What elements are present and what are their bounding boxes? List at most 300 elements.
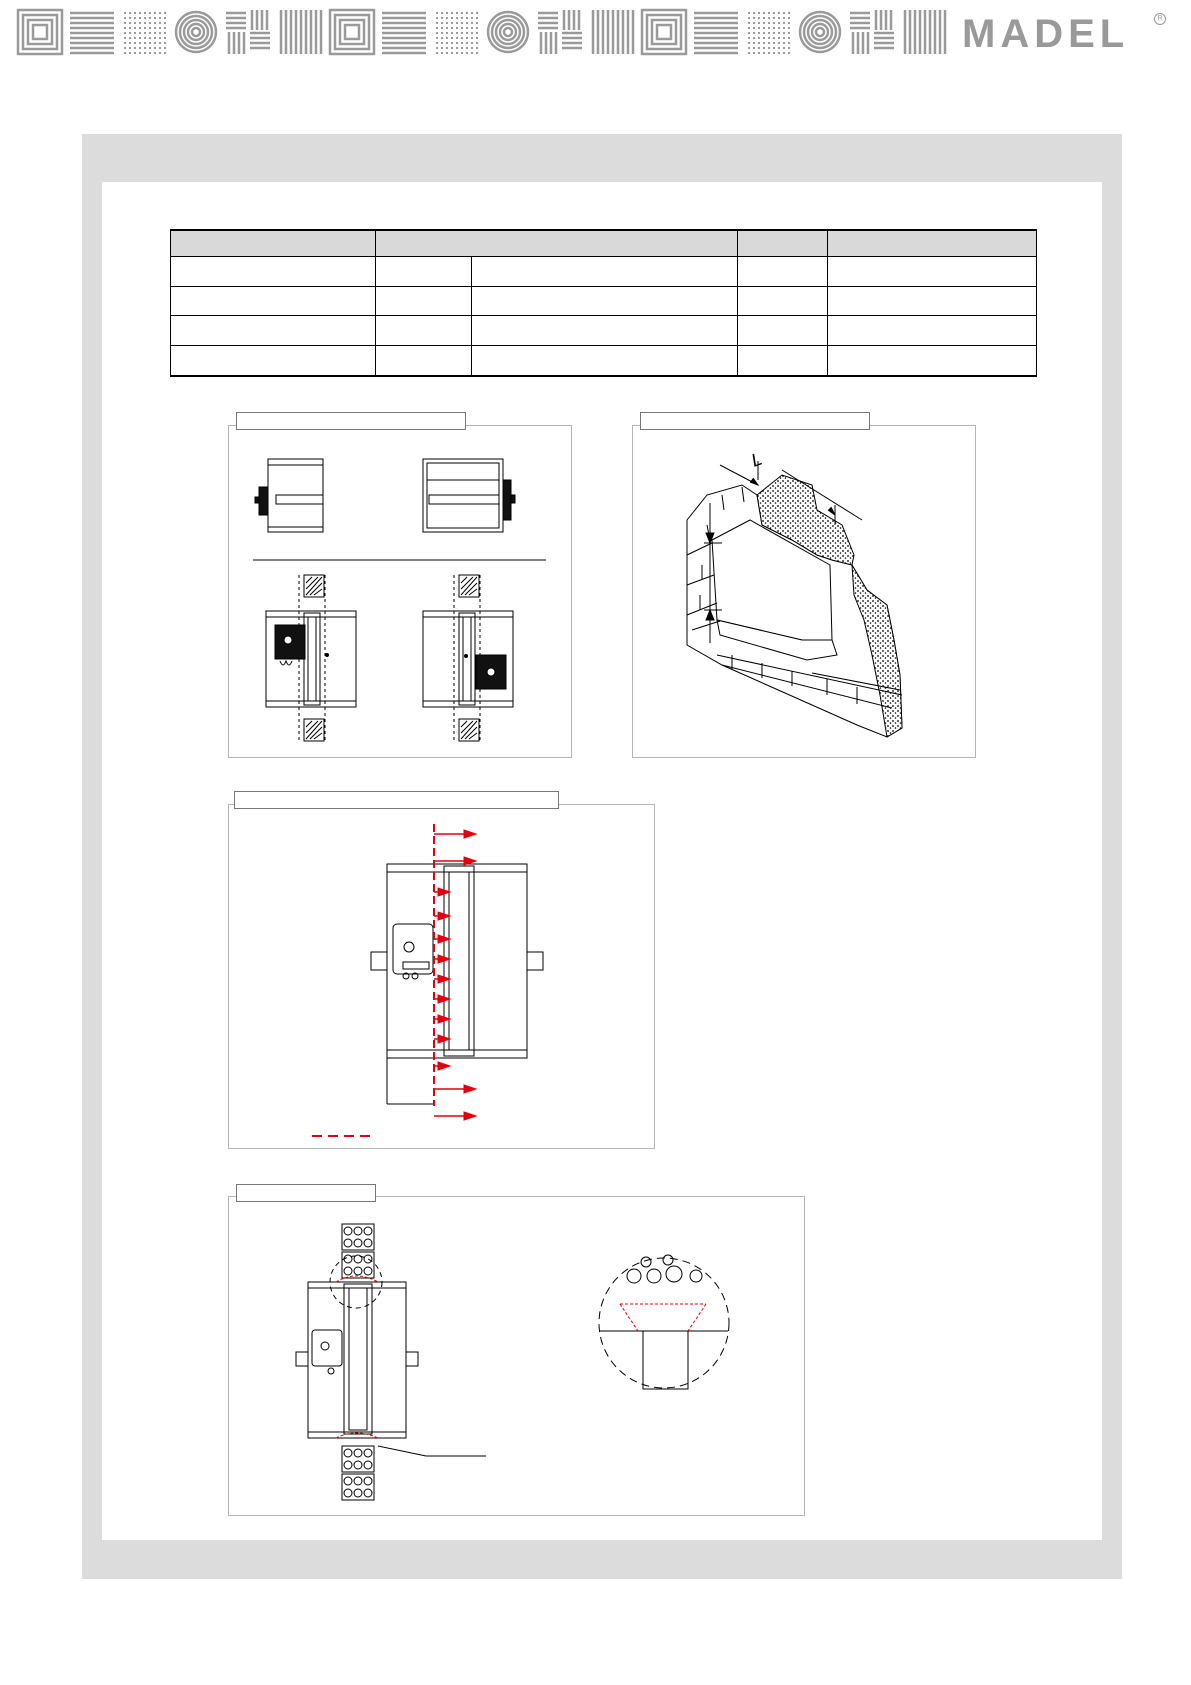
pattern-tile	[139, 32, 141, 34]
pattern-tile	[466, 47, 468, 49]
pattern-tile	[149, 42, 151, 44]
pattern-tile	[446, 22, 448, 24]
wall-block	[342, 1474, 374, 1500]
pattern-tile	[753, 37, 755, 39]
pattern-tile	[788, 52, 790, 54]
wall-block-hole	[354, 1239, 362, 1247]
pattern-tile	[164, 47, 166, 49]
pattern-tile	[436, 37, 438, 39]
wall-block-hole	[344, 1227, 352, 1235]
pattern-tile	[758, 47, 760, 49]
pattern-tile	[139, 47, 141, 49]
pattern-tile	[466, 17, 468, 19]
pattern-tile	[748, 52, 750, 54]
pattern-tile	[330, 10, 374, 54]
pattern-tile	[159, 47, 161, 49]
table-cell	[472, 346, 738, 376]
pattern-tile	[159, 12, 161, 14]
pattern-tile	[768, 27, 770, 29]
pattern-tile	[788, 27, 790, 29]
pattern-tile	[788, 47, 790, 49]
spec-table	[170, 229, 1037, 377]
installation-drawing	[228, 1196, 803, 1514]
pattern-tile	[144, 37, 146, 39]
registered-mark-icon: R	[1154, 13, 1166, 25]
pattern-tile	[783, 42, 785, 44]
pattern-tile	[642, 10, 686, 54]
pattern-tile	[436, 22, 438, 24]
pattern-tile	[164, 52, 166, 54]
pattern-tile	[753, 17, 755, 19]
pattern-tile	[134, 42, 136, 44]
wall-block-hole	[354, 1449, 362, 1457]
pattern-tile	[461, 42, 463, 44]
pattern-tile	[159, 42, 161, 44]
wall-block-hole	[354, 1267, 362, 1275]
pattern-tile	[345, 25, 359, 39]
pattern-tile	[159, 52, 161, 54]
pattern-tile	[753, 32, 755, 34]
spec-table-header-row	[171, 230, 1037, 256]
pattern-tile	[456, 22, 458, 24]
pattern-tile	[129, 27, 131, 29]
table-row	[171, 316, 1037, 346]
pattern-tile	[164, 37, 166, 39]
pattern-tile	[461, 52, 463, 54]
pattern-tile	[192, 28, 200, 36]
pattern-tile	[500, 24, 516, 40]
pattern-tile	[816, 28, 824, 36]
pattern-tile	[144, 52, 146, 54]
pattern-tile	[441, 32, 443, 34]
pattern-tile	[773, 27, 775, 29]
fire-direction-arrowhead	[464, 830, 476, 838]
pattern-tile	[773, 17, 775, 19]
pattern-tile	[778, 32, 780, 34]
pattern-tile	[446, 32, 448, 34]
pattern-tile	[446, 47, 448, 49]
pattern-tile	[159, 27, 161, 29]
pattern-tile	[436, 42, 438, 44]
pattern-tile	[451, 27, 453, 29]
pattern-tile	[456, 27, 458, 29]
pattern-tile	[778, 27, 780, 29]
table-cell	[738, 346, 828, 376]
pattern-tile	[758, 22, 760, 24]
table-cell	[828, 256, 1037, 286]
pattern-tile	[788, 32, 790, 34]
table-row	[171, 346, 1037, 376]
pattern-tile	[768, 47, 770, 49]
pattern-tile	[783, 47, 785, 49]
pattern-tile	[441, 42, 443, 44]
wall-block	[342, 1252, 374, 1278]
pattern-tile	[154, 42, 156, 44]
orientation-drawing	[228, 425, 570, 756]
pattern-tile	[456, 52, 458, 54]
pattern-tile	[504, 28, 512, 36]
pattern-tile	[436, 12, 438, 14]
pattern-tile	[471, 22, 473, 24]
pattern-tile	[768, 42, 770, 44]
pattern-tile	[753, 52, 755, 54]
pattern-tile	[783, 12, 785, 14]
pattern-tile	[436, 47, 438, 49]
pattern-tile	[154, 27, 156, 29]
wall-block-hole	[354, 1489, 362, 1497]
pattern-tile	[129, 42, 131, 44]
wall-block-hole	[344, 1477, 352, 1485]
fire-direction-arrowhead	[438, 1062, 450, 1070]
pattern-tile	[788, 37, 790, 39]
pattern-tile	[18, 10, 62, 54]
spec-header-cell	[738, 230, 828, 256]
pattern-tile	[471, 12, 473, 14]
pattern-tile	[139, 42, 141, 44]
pattern-tile	[783, 27, 785, 29]
pattern-tile	[124, 22, 126, 24]
wall-block-hole	[364, 1449, 372, 1457]
pattern-tile	[441, 52, 443, 54]
pattern-tile	[28, 20, 52, 44]
pattern-tile	[778, 42, 780, 44]
pattern-tile	[788, 17, 790, 19]
pattern-tile	[471, 27, 473, 29]
pattern-tile	[456, 42, 458, 44]
pattern-tile	[149, 17, 151, 19]
pattern-tile	[129, 12, 131, 14]
wall-block-hole	[344, 1239, 352, 1247]
pattern-tile	[773, 42, 775, 44]
table-cell	[828, 286, 1037, 316]
table-cell	[376, 256, 472, 286]
pattern-tile	[441, 47, 443, 49]
pattern-tile	[768, 32, 770, 34]
pattern-tile	[159, 37, 161, 39]
pattern-tile	[748, 22, 750, 24]
pattern-tile	[461, 37, 463, 39]
pattern-tile	[773, 52, 775, 54]
wall-block-hole	[354, 1477, 362, 1485]
pattern-tile	[441, 22, 443, 24]
pattern-tile	[476, 37, 478, 39]
pattern-tile	[33, 25, 47, 39]
pattern-tile	[773, 12, 775, 14]
pattern-tile	[476, 32, 478, 34]
pattern-tile	[788, 22, 790, 24]
pattern-tile	[466, 22, 468, 24]
table-cell	[472, 316, 738, 346]
pattern-tile	[129, 32, 131, 34]
pattern-tile	[466, 42, 468, 44]
wall-block-hole	[354, 1461, 362, 1469]
spec-header-cell	[376, 230, 738, 256]
pattern-tile	[144, 22, 146, 24]
pattern-tile	[778, 52, 780, 54]
pattern-tile	[748, 32, 750, 34]
pattern-tile	[129, 22, 131, 24]
pattern-tile	[763, 52, 765, 54]
pattern-tile	[748, 12, 750, 14]
pattern-tile	[446, 12, 448, 14]
pattern-tile	[144, 17, 146, 19]
pattern-tile	[124, 32, 126, 34]
pattern-tile	[466, 37, 468, 39]
pattern-tile	[783, 22, 785, 24]
pattern-tile	[471, 32, 473, 34]
pattern-tile	[461, 12, 463, 14]
pattern-tile	[154, 22, 156, 24]
pattern-tile	[773, 22, 775, 24]
pattern-tile	[451, 32, 453, 34]
wall-block-hole	[364, 1267, 372, 1275]
pattern-tile	[753, 12, 755, 14]
pattern-tile	[763, 27, 765, 29]
pattern-tile	[134, 22, 136, 24]
table-cell	[171, 346, 376, 376]
table-cell	[376, 286, 472, 316]
pattern-tile	[159, 17, 161, 19]
pattern-tile	[471, 52, 473, 54]
pattern-tile	[461, 32, 463, 34]
pattern-tile	[124, 17, 126, 19]
pattern-tile	[441, 27, 443, 29]
pattern-tile	[134, 37, 136, 39]
fire-direction-arrowhead	[464, 1085, 476, 1093]
pattern-tile	[773, 47, 775, 49]
pattern-tile	[768, 22, 770, 24]
pattern-tile	[139, 22, 141, 24]
pattern-tile	[124, 52, 126, 54]
pattern-tile	[768, 17, 770, 19]
pattern-tile	[778, 22, 780, 24]
pattern-tile	[188, 24, 204, 40]
table-cell	[376, 346, 472, 376]
wall-block-hole	[364, 1477, 372, 1485]
pattern-tile	[753, 22, 755, 24]
pattern-tile	[748, 42, 750, 44]
pattern-tile	[164, 32, 166, 34]
pattern-tile	[340, 20, 364, 44]
pattern-tile	[476, 22, 478, 24]
pattern-tile	[748, 27, 750, 29]
pattern-tile	[466, 32, 468, 34]
pattern-tile	[758, 12, 760, 14]
wall-block-hole	[354, 1227, 362, 1235]
table-cell	[171, 286, 376, 316]
wall-block-hole	[364, 1255, 372, 1263]
pattern-tile	[129, 52, 131, 54]
pattern-tile	[441, 17, 443, 19]
wall-block-hole	[344, 1489, 352, 1497]
pattern-tile	[441, 37, 443, 39]
pattern-tile	[763, 32, 765, 34]
table-cell	[472, 256, 738, 286]
table-cell	[738, 286, 828, 316]
wall-block-hole	[364, 1489, 372, 1497]
pattern-tile	[154, 47, 156, 49]
pattern-tile	[768, 12, 770, 14]
pattern-tile	[652, 20, 676, 44]
fire-direction-arrowhead	[464, 1112, 476, 1120]
wall-block-hole	[344, 1461, 352, 1469]
pattern-tile	[753, 27, 755, 29]
pattern-tile	[748, 37, 750, 39]
pattern-tile	[748, 17, 750, 19]
pattern-tile	[134, 17, 136, 19]
wall-block-hole	[344, 1267, 352, 1275]
pattern-tile	[441, 12, 443, 14]
pattern-tile	[778, 12, 780, 14]
pattern-tile	[466, 27, 468, 29]
wall-block-hole	[344, 1449, 352, 1457]
pattern-tile	[139, 27, 141, 29]
fire-side-drawing	[228, 804, 653, 1147]
table-cell	[171, 256, 376, 286]
pattern-tile	[164, 22, 166, 24]
pattern-tile	[461, 27, 463, 29]
pattern-tile	[139, 37, 141, 39]
pattern-tile	[763, 37, 765, 39]
pattern-tile	[466, 52, 468, 54]
pattern-tile	[149, 22, 151, 24]
pattern-tile	[753, 47, 755, 49]
pattern-tile	[476, 27, 478, 29]
pattern-tile	[139, 52, 141, 54]
pattern-tile	[471, 37, 473, 39]
pattern-tile	[446, 17, 448, 19]
pattern-tile	[149, 47, 151, 49]
pattern-tile	[461, 22, 463, 24]
pattern-tile	[436, 32, 438, 34]
pattern-tile	[758, 27, 760, 29]
pattern-tile	[134, 12, 136, 14]
pattern-tile	[471, 17, 473, 19]
pattern-tile	[783, 17, 785, 19]
pattern-tile	[446, 37, 448, 39]
pattern-tile	[144, 32, 146, 34]
pattern-tile	[451, 47, 453, 49]
pattern-tile	[154, 17, 156, 19]
wall-block-hole	[364, 1461, 372, 1469]
spec-header-cell	[171, 230, 376, 256]
pattern-tile	[164, 27, 166, 29]
pattern-tile	[788, 12, 790, 14]
pattern-tile	[164, 42, 166, 44]
pattern-tile	[446, 52, 448, 54]
pattern-tile	[758, 17, 760, 19]
pattern-tile	[164, 12, 166, 14]
pattern-tile	[129, 37, 131, 39]
wall-block-hole	[364, 1239, 372, 1247]
pattern-tile	[176, 12, 216, 52]
pattern-tile	[436, 17, 438, 19]
spec-header-cell	[828, 230, 1037, 256]
pattern-tile	[763, 17, 765, 19]
pattern-tile	[144, 42, 146, 44]
pattern-tile	[773, 32, 775, 34]
pattern-tile	[154, 32, 156, 34]
pattern-tile	[476, 47, 478, 49]
pattern-tile	[466, 12, 468, 14]
pattern-tile	[144, 12, 146, 14]
table-row	[171, 286, 1037, 316]
pattern-tile	[144, 47, 146, 49]
pattern-tile	[758, 32, 760, 34]
pattern-tile	[129, 47, 131, 49]
pattern-tile	[154, 12, 156, 14]
pattern-tile	[456, 12, 458, 14]
pattern-tile	[149, 12, 151, 14]
pattern-tile	[451, 52, 453, 54]
pattern-tile	[461, 17, 463, 19]
pattern-tile	[149, 27, 151, 29]
pattern-tile	[778, 37, 780, 39]
table-cell	[828, 346, 1037, 376]
pattern-tile	[773, 37, 775, 39]
pattern-tile	[154, 37, 156, 39]
pattern-tile	[149, 37, 151, 39]
pattern-tile	[164, 17, 166, 19]
pattern-tile	[451, 17, 453, 19]
pattern-tile	[124, 47, 126, 49]
pattern-tile	[144, 27, 146, 29]
pattern-tile	[768, 52, 770, 54]
pattern-tile	[783, 37, 785, 39]
wall-opening-drawing	[632, 425, 974, 756]
pattern-tile	[471, 47, 473, 49]
pattern-tile	[451, 37, 453, 39]
pattern-tile	[134, 52, 136, 54]
pattern-tile	[783, 52, 785, 54]
table-cell	[376, 316, 472, 346]
pattern-tile	[456, 32, 458, 34]
pattern-tile	[456, 47, 458, 49]
pattern-tile	[124, 12, 126, 14]
pattern-tile	[768, 37, 770, 39]
pattern-tile	[134, 32, 136, 34]
pattern-tile	[488, 12, 528, 52]
pattern-tile	[657, 25, 671, 39]
pattern-tile	[436, 52, 438, 54]
pattern-tile	[778, 47, 780, 49]
pattern-tile	[758, 52, 760, 54]
pattern-tile	[456, 37, 458, 39]
pattern-tile	[159, 22, 161, 24]
pattern-tile	[461, 47, 463, 49]
pattern-tile	[800, 12, 840, 52]
pattern-tile	[763, 12, 765, 14]
pattern-tile	[149, 32, 151, 34]
pattern-tile	[139, 17, 141, 19]
pattern-tile	[124, 42, 126, 44]
pattern-tile	[476, 12, 478, 14]
pattern-tile	[134, 27, 136, 29]
pattern-tile	[436, 27, 438, 29]
pattern-tile	[159, 32, 161, 34]
pattern-tile	[154, 52, 156, 54]
table-cell	[828, 316, 1037, 346]
table-row	[171, 256, 1037, 286]
table-cell	[738, 316, 828, 346]
pattern-tile	[451, 22, 453, 24]
pattern-tile	[139, 12, 141, 14]
pattern-tile	[758, 42, 760, 44]
pattern-tile	[778, 17, 780, 19]
pattern-tile	[124, 27, 126, 29]
pattern-tile	[134, 47, 136, 49]
pattern-tile	[758, 37, 760, 39]
